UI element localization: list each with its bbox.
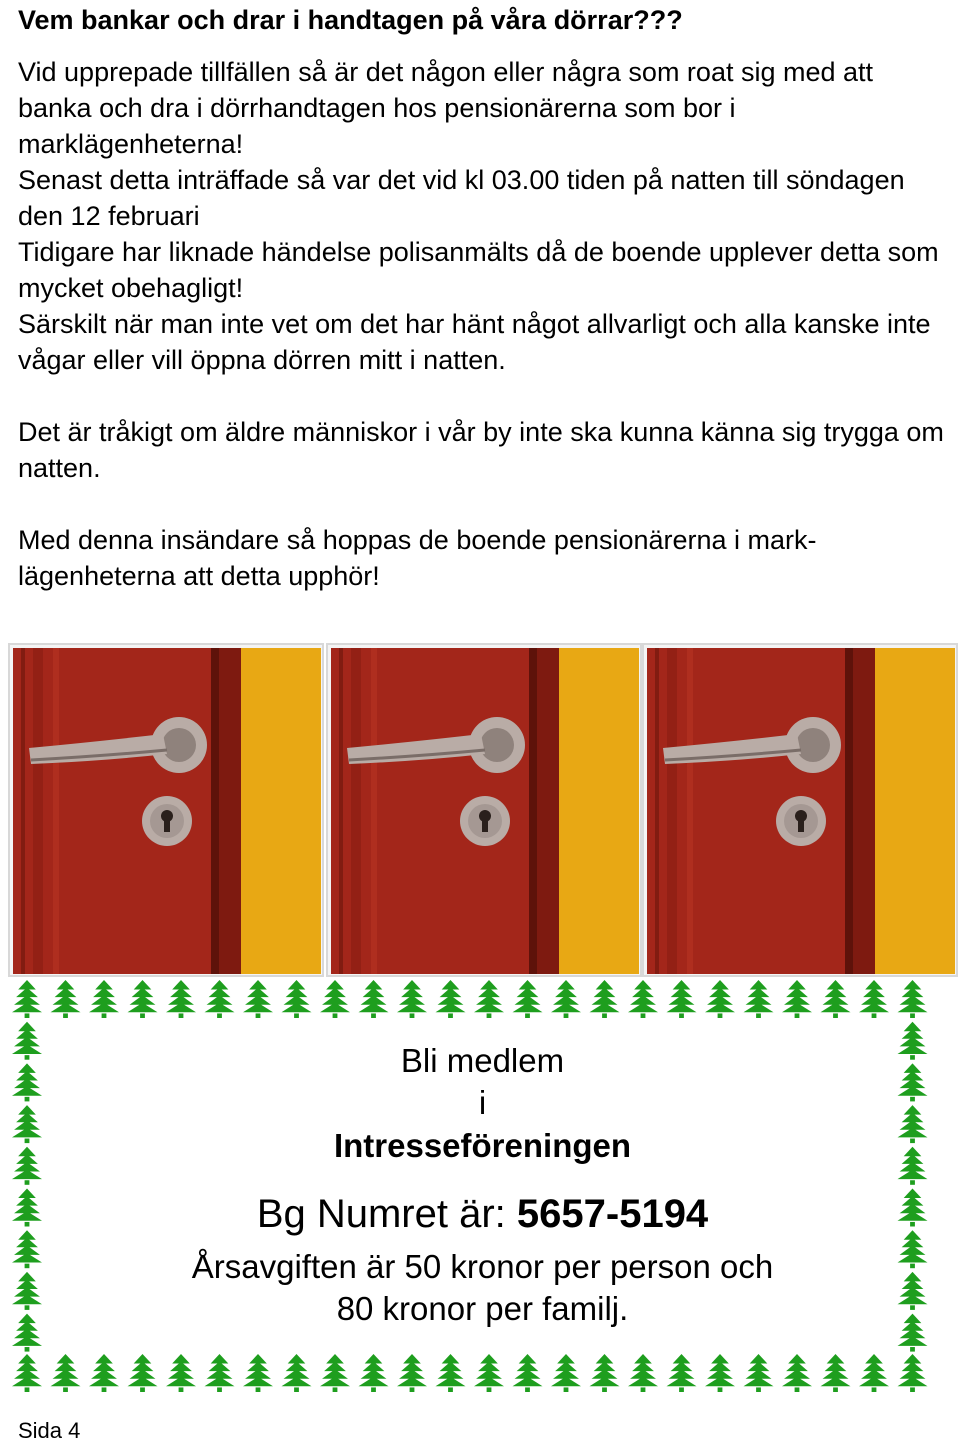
door-handle-icon — [13, 648, 321, 974]
page-number: Sida 4 — [18, 1418, 81, 1443]
pine-tree-icon — [859, 980, 889, 1018]
pine-tree-icon — [12, 1354, 42, 1392]
pine-tree-icon — [89, 980, 119, 1018]
pine-tree-icon — [513, 1354, 543, 1392]
article-paragraph-1: Vid upprepade tillfällen så är det någon eller några som roat sig med att banka och dra i dörrhandtagen hos pensionärerna som bor i marklägenheterna! — [18, 57, 874, 159]
pine-tree-icon — [12, 1105, 42, 1143]
door-handle-icon — [647, 648, 955, 974]
pine-tree-icon — [782, 980, 812, 1018]
pine-tree-icon — [128, 1354, 158, 1392]
pine-tree-icon — [590, 1354, 620, 1392]
pine-tree-icon — [12, 1022, 42, 1060]
membership-line-1: Bli medlem — [400, 1042, 565, 1079]
pine-tree-icon — [205, 1354, 235, 1392]
pine-tree-icon — [282, 1354, 312, 1392]
pine-tree-icon — [705, 1354, 735, 1392]
pine-tree-icon — [705, 980, 735, 1018]
pine-tree-icon — [243, 980, 273, 1018]
pine-tree-icon — [12, 1147, 42, 1185]
fee-line-1: Årsavgiften är 50 kronor per person och — [191, 1248, 774, 1285]
pine-tree-icon — [12, 1189, 42, 1227]
door-handle-icon — [331, 648, 639, 974]
pine-tree-icon — [397, 980, 427, 1018]
pine-tree-icon — [513, 980, 543, 1018]
door-image-3 — [642, 643, 958, 977]
pine-tree-icon — [12, 1272, 42, 1310]
pine-tree-icon — [282, 980, 312, 1018]
pine-tree-icon — [474, 1354, 504, 1392]
pine-tree-icon — [320, 980, 350, 1018]
article-headline: Vem bankar och drar i handtagen på våra dörrar??? — [18, 5, 683, 35]
pine-tree-icon — [12, 980, 42, 1018]
pine-tree-icon — [51, 980, 81, 1018]
fee-line-2: 80 kronor per familj. — [336, 1290, 629, 1327]
door-image-1 — [8, 643, 324, 977]
pine-tree-icon — [397, 1354, 427, 1392]
pine-tree-icon — [628, 980, 658, 1018]
pine-tree-icon — [628, 1354, 658, 1392]
bankgiro-number: 5657-5194 — [516, 1192, 709, 1236]
pine-tree-icon — [474, 980, 504, 1018]
pine-tree-icon — [166, 980, 196, 1018]
pine-tree-icon — [12, 1230, 42, 1268]
pine-tree-icon — [12, 1314, 42, 1352]
pine-tree-icon — [89, 1354, 119, 1392]
door-image-row — [8, 643, 958, 977]
pine-tree-icon — [166, 1354, 196, 1392]
pine-tree-icon — [667, 1354, 697, 1392]
pine-tree-icon — [782, 1354, 812, 1392]
membership-line-2: i — [478, 1084, 487, 1121]
pine-tree-icon — [744, 980, 774, 1018]
article-paragraph-4: Särskilt när man inte vet om det har hänt något allvarligt och alla kanske inte vågar eller vill öppna dörren mitt i natten. — [18, 309, 931, 375]
pine-tree-icon — [590, 980, 620, 1018]
pine-tree-icon — [859, 1354, 889, 1392]
pine-tree-icon — [744, 1354, 774, 1392]
pine-tree-icon — [128, 980, 158, 1018]
pine-tree-icon — [898, 1354, 928, 1392]
pine-tree-icon — [821, 980, 851, 1018]
pine-tree-icon — [359, 980, 389, 1018]
bankgiro-line — [60, 1190, 905, 1238]
pine-tree-icon — [436, 1354, 466, 1392]
bankgiro-label: Bg Numret är: — [256, 1192, 517, 1236]
article-paragraph-5: Det är tråkigt om äldre människor i vår by inte ska kunna känna sig trygga om natten. — [18, 417, 944, 483]
door-image-2 — [326, 643, 642, 977]
article-paragraph-6: Med denna insändare så hoppas de boende pensionärerna i mark-lägenheterna att detta upphör! — [18, 525, 817, 591]
pine-tree-icon — [12, 1063, 42, 1101]
pine-tree-icon — [436, 980, 466, 1018]
pine-tree-icon — [51, 1354, 81, 1392]
pine-tree-icon — [667, 980, 697, 1018]
article-paragraph-3: Tidigare har liknade händelse polisanmälts då de boende upplever detta som mycket obehagligt! — [18, 237, 939, 303]
pine-tree-icon — [551, 1354, 581, 1392]
pine-tree-icon — [243, 1354, 273, 1392]
pine-tree-icon — [551, 980, 581, 1018]
pine-tree-icon — [205, 980, 235, 1018]
pine-tree-icon — [898, 980, 928, 1018]
membership-box — [60, 1040, 905, 1350]
association-name: Intresseföreningen — [333, 1127, 632, 1164]
article-paragraph-2: Senast detta inträffade så var det vid kl 03.00 tiden på natten till söndagen den 12 februari — [18, 165, 905, 231]
pine-tree-icon — [359, 1354, 389, 1392]
pine-tree-icon — [821, 1354, 851, 1392]
pine-tree-icon — [320, 1354, 350, 1392]
